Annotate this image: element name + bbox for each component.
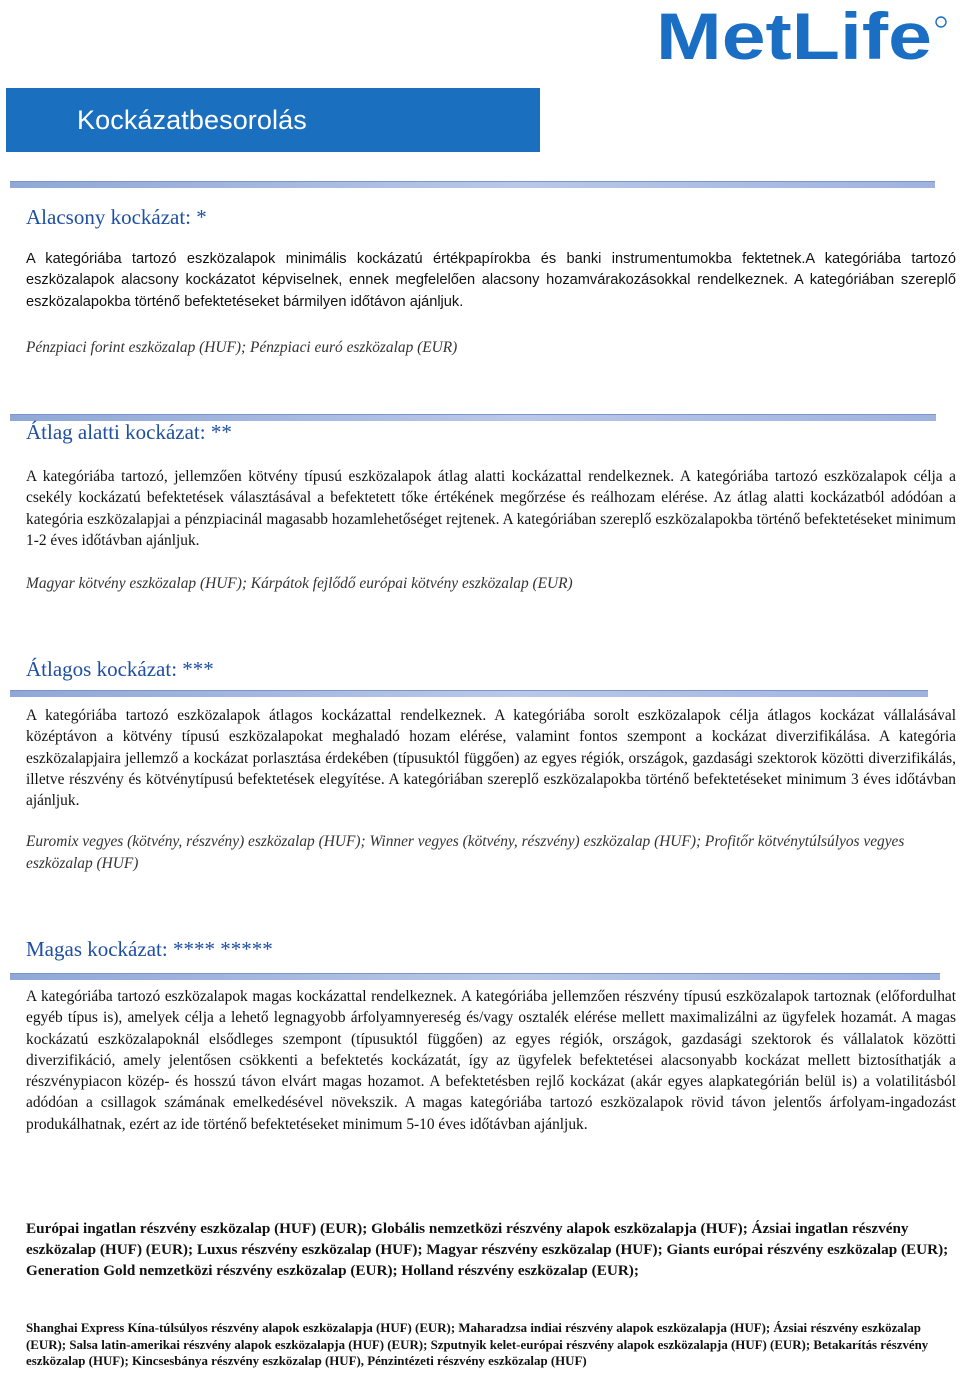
metlife-logo — [656, 2, 948, 68]
section-body-below-average-risk: A kategóriába tartozó, jellemzően kötvény típusú eszközalapok átlag alatti kockázattal rendelkeznek. A kategóriába tartozó eszközalapok célja a csekély kockázatú befektetések választásával a befektetett tőke értékének megőrzése és reálhozam elérése. Az átlag alatti kockázatból adódóan a kategória eszközalapjai a pénzpiacinál magasabb hozamlehetőséget rejtenek. A kategóriában szereplő eszközalapokba történő befektetéseket minimum 1-2 éves időtávban ajánljuk. — [26, 468, 956, 549]
section-body-average-risk: A kategóriába tartozó eszközalapok átlagos kockázattal rendelkeznek. A kategóriába sorolt eszközalapok célja átlagos kockázat vállalásával középtávon a kötvény típusú eszközalapokat meghaladó hozam elérése, valamint fontos szempont a kockázat diverzifikálása. A kategória eszközalapjaira jellemző a kockázat porlasztása érdekében (típusuktól függően) az egyes régiók, országok, gazdasági szektorok közötti diverzifikálás, illetve részvény és kötvénytípusú befektetések elegyítése. A kategóriában szereplő eszközalapokba történő befektetéseket minimum 3 éves időtávban ajánljuk. — [26, 707, 956, 810]
section-heading-low-risk: Alacsony kockázat: * — [26, 205, 207, 229]
fund-list-low-risk: Pénzpiaci forint eszközalap (HUF); Pénzpiaci euró eszközalap (EUR) — [26, 339, 458, 356]
section-heading-average-risk: Átlagos kockázat: *** — [26, 657, 214, 681]
section-body-high-risk: A kategóriába tartozó eszközalapok magas kockázattal rendelkeznek. A kategóriába jellemzően részvény típusú eszközalapok tartoznak (előfordulhat egyéb típus is), amelyek célja a lehető legnagyobb árfolyamnyereség és/vagy osztalék elérése mellett maximalizálni az ügyfelek hozamát. A magas kockázatú eszközalapoknál elsődleges szempont (típusuktól függően) az egyes régiók, országok, gazdasági szektorok és vállalatok közötti diverzifikáció, amely jelentősen csökkenti a befektetés kockázatát, így az ügyfelek befektetései alacsonyabb kockázat mellett biztosíthatják a részvénypiacon közép- és hosszú távon elvárt magas hozamot. A befektetésben rejlő kockázat (akár egyes alapkategórián belül is) a volatilitásból adódóan a csillagok számának emelkedésével növekszik. A magas kategóriába tartozó eszközalapok rövid távon jelentős árfolyam-ingadozást produkálhatnak, ezért az ide történő befektetéseket minimum 5-10 éves időtávban ajánljuk. — [26, 988, 956, 1133]
fund-list-average-risk: Euromix vegyes (kötvény, részvény) eszközalap (HUF); Winner vegyes (kötvény, részvény) eszközalap (HUF); Profitőr kötvénytúlsúlyos vegyes eszközalap (HUF) — [26, 833, 905, 872]
section-divider — [10, 181, 935, 188]
fund-list-below-average-risk: Magyar kötvény eszközalap (HUF); Kárpátok fejlődő európai kötvény eszközalap (EUR) — [26, 575, 573, 592]
section-heading-below-average-risk: Átlag alatti kockázat: ** — [26, 420, 232, 444]
fund-list-high-risk-primary: Európai ingatlan részvény eszközalap (HUF) (EUR); Globális nemzetközi részvény alapok eszközalapja (HUF); Ázsiai ingatlan részvény eszközalap (HUF) (EUR); Luxus részvény eszközalap (HUF); Magyar részvény eszközalap (HUF); Giants európai részvény eszközalap (EUR); Generation Gold nemzetközi részvény eszközalap (EUR); Holland részvény eszközalap (EUR); — [26, 1220, 949, 1279]
page-title: Kockázatbesorolás — [77, 104, 307, 135]
title-banner — [6, 88, 540, 152]
metlife-logo-mark — [656, 2, 948, 68]
section-divider — [10, 690, 928, 697]
section-heading-high-risk: Magas kockázat: **** ***** — [26, 937, 273, 961]
fund-list-high-risk-secondary: Shanghai Express Kína-túlsúlyos részvény alapok eszközalapja (HUF) (EUR); Maharadzsa indiai részvény alapok eszközalapja (HUF); Ázsiai részvény eszközalap (EUR); Salsa latin-amerikai részvény alapok eszközalapja (HUF) (EUR); Szputnyik kelet-európai részvény alapok eszközalapja (HUF) (EUR); Betakarítás részvény eszközalap (HUF); Kincsesbánya részvény eszközalap (HUF), Pénzintézeti részvény eszközalap (HUF) — [26, 1321, 929, 1368]
logo-text: MetLife — [656, 2, 932, 68]
section-body-low-risk: A kategóriába tartozó eszközalapok minimális kockázatú értékpapírokba és banki instrumentumokba fektetnek.A kategóriába tartozó eszközalapok alacsony kockázatot képviselnek, ennek megfelelően alacsony hozamvárakozásokkal rendelkeznek. A kategóriában szereplő eszközalapokba történő befektetéseket bármilyen időtávon ajánljuk. — [26, 251, 956, 310]
section-divider — [10, 973, 940, 980]
